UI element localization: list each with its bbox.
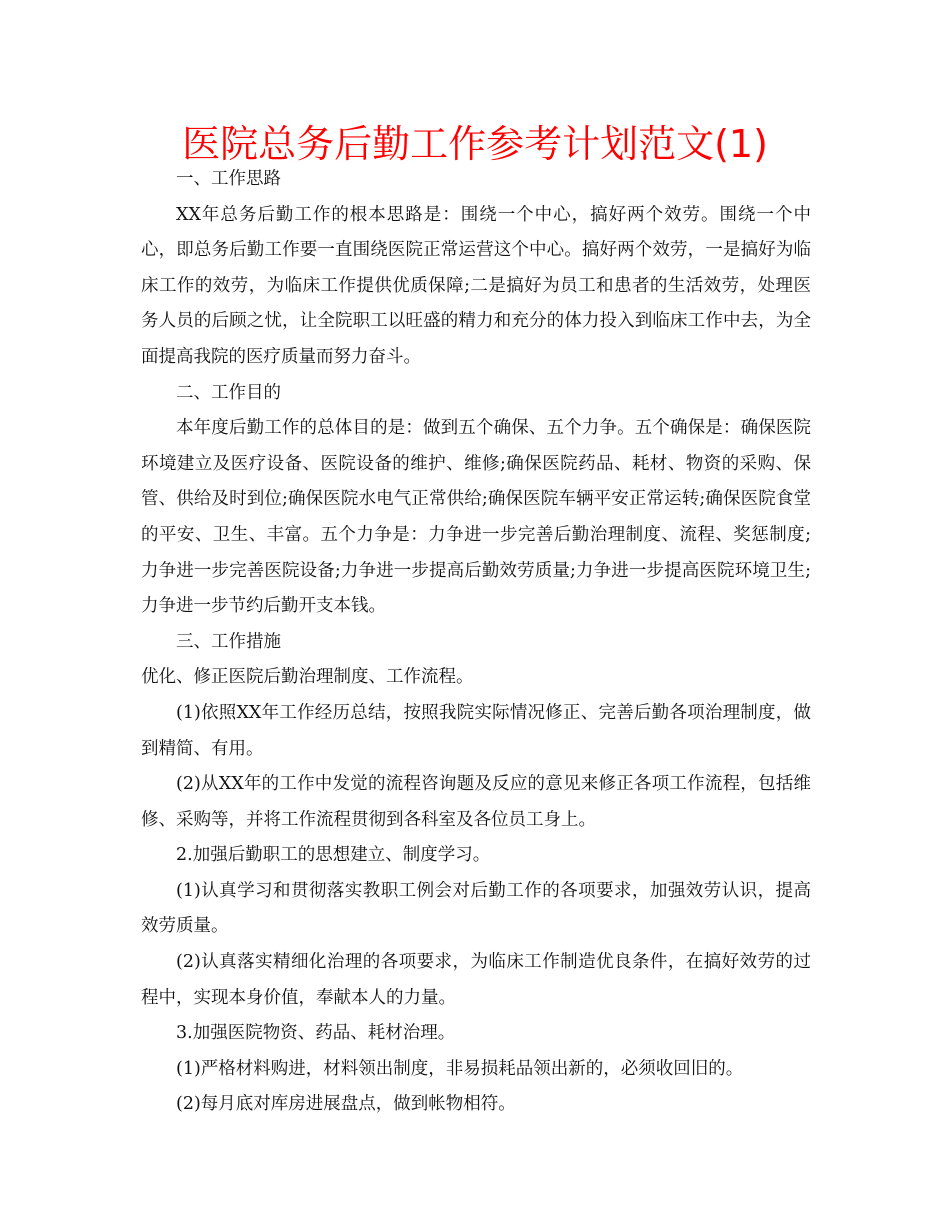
section-heading-1: 一、工作思路 <box>176 169 281 189</box>
paragraph-measure-2-item-1: (1)认真学习和贯彻落实教职工例会对后勤工作的各项要求，加强效劳认识，提高效劳质量。 <box>141 880 811 937</box>
paragraph-measure-2: 2.加强后勤职工的思想建立、制度学习。 <box>176 845 491 866</box>
paragraph-work-goals: 本年度后勤工作的总体目的是：做到五个确保、五个力争。五个确保是：确保医院环境建立及医疗设备、医院设备的维护、维修;确保医院药品、耗材、物资的采购、保管、供给及时到位;确保医院水电气正常供给;确保医院车辆平安正常运转;确保医院食堂的平安、卫生、丰富。五个力争是：力争进一步完善后勤治理制度、流程、奖惩制度;力争进一步完善医院设备;力争进一步提高后勤效劳质量;力争进一步提高医院环境卫生;力争进一步节约后勤开支本钱。 <box>141 418 811 617</box>
paragraph-measure-1-item-2: (2)从XX年的工作中发觉的流程咨询题及反应的意见来修正各项工作流程，包括维修、采购等，并将工作流程贯彻到各科室及各位员工身上。 <box>141 774 811 830</box>
paragraph-measure-3: 3.加强医院物资、药品、耗材治理。 <box>176 1023 456 1044</box>
paragraph-measure-3-item-1: (1)严格材料购进，材料领出制度，非易损耗品领出新的，必须收回旧的。 <box>176 1058 744 1079</box>
document-title: 医院总务后勤工作参考计划范文(1) <box>182 122 768 166</box>
paragraph-measure-1: 优化、修正医院后勤治理制度、工作流程。 <box>141 667 474 688</box>
section-heading-2: 二、工作目的 <box>176 382 281 403</box>
paragraph-measure-1-item-1: (1)依照XX年工作经历总结，按照我院实际情况修正、完善后勤各项治理制度，做到精简、有用。 <box>141 702 811 759</box>
document-body <box>141 162 811 1123</box>
paragraph-measure-3-item-2: (2)每月底对库房进展盘点，做到帐物相符。 <box>176 1094 516 1115</box>
paragraph-measure-2-item-2: (2)认真落实精细化治理的各项要求，为临床工作制造优良条件，在搞好效劳的过程中，实现本身价值，奉献本人的力量。 <box>141 952 811 1008</box>
paragraph-work-approach: XX年总务后勤工作的根本思路是：围绕一个中心，搞好两个效劳。围绕一个中心，即总务后勤工作要一直围绕医院正常运营这个中心。搞好两个效劳，一是搞好为临床工作的效劳，为临床工作提供优质保障;二是搞好为员工和患者的生活效劳，处理医务人员的后顾之忧，让全院职工以旺盛的精力和充分的体力投入到临床工作中去，为全面提高我院的医疗质量而努力奋斗。 <box>141 204 811 367</box>
section-heading-3: 三、工作措施 <box>176 631 281 652</box>
